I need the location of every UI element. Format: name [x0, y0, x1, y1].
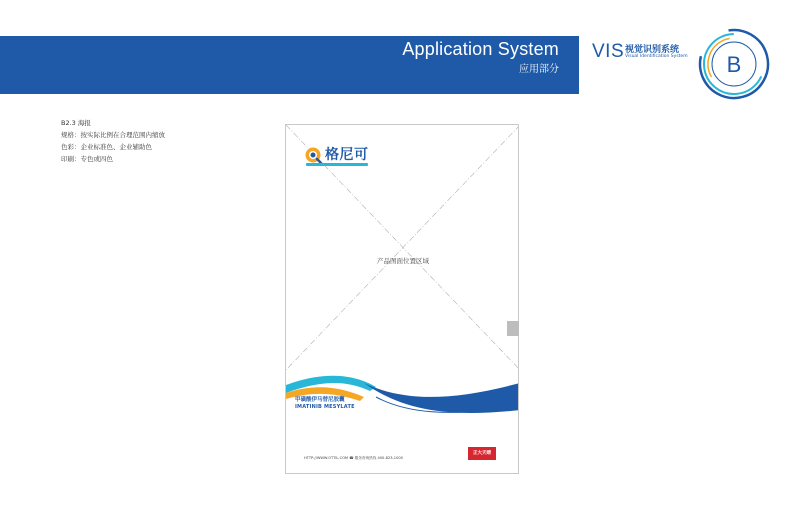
brand-underline [306, 163, 368, 166]
vis-cn-label: 视觉识别系统 [625, 45, 680, 55]
spec-block [61, 117, 165, 165]
app-title: Application System [402, 39, 559, 59]
section-letter: B [726, 52, 742, 77]
spec-size: 规格：按实际比例在合理范围内缩放 [61, 131, 165, 139]
vis-en-label: Visual Identification System [625, 54, 688, 59]
product-name-en: IMATINIB MESYLATE [295, 404, 355, 410]
header-band [0, 36, 579, 94]
product-placeholder-label: 产品图面位置区域 [377, 257, 429, 265]
product-name-cn: 甲磺酸伊马替尼胶囊 [295, 397, 345, 403]
vis-logo [592, 41, 688, 63]
footer-contact: HTTP://WWW.OTTIL.COM ☎ 服务咨询热线 400-823-1000 [304, 456, 403, 460]
spec-color: 色彩：企业标准色、企业辅助色 [61, 143, 152, 151]
header-divider [566, 42, 568, 70]
poster-mockup [285, 124, 519, 474]
side-bar [507, 321, 519, 336]
spec-print: 印刷：专色或四色 [61, 155, 113, 163]
company-badge: 正大天晴 [468, 447, 496, 460]
spec-heading: B2.3 海报 [61, 119, 91, 127]
brand-name: 格尼可 [325, 147, 369, 163]
poster-graphics [286, 125, 519, 474]
app-subtitle: 应用部分 [519, 64, 559, 75]
vis-label: VIS [592, 41, 625, 62]
section-badge [697, 27, 771, 101]
